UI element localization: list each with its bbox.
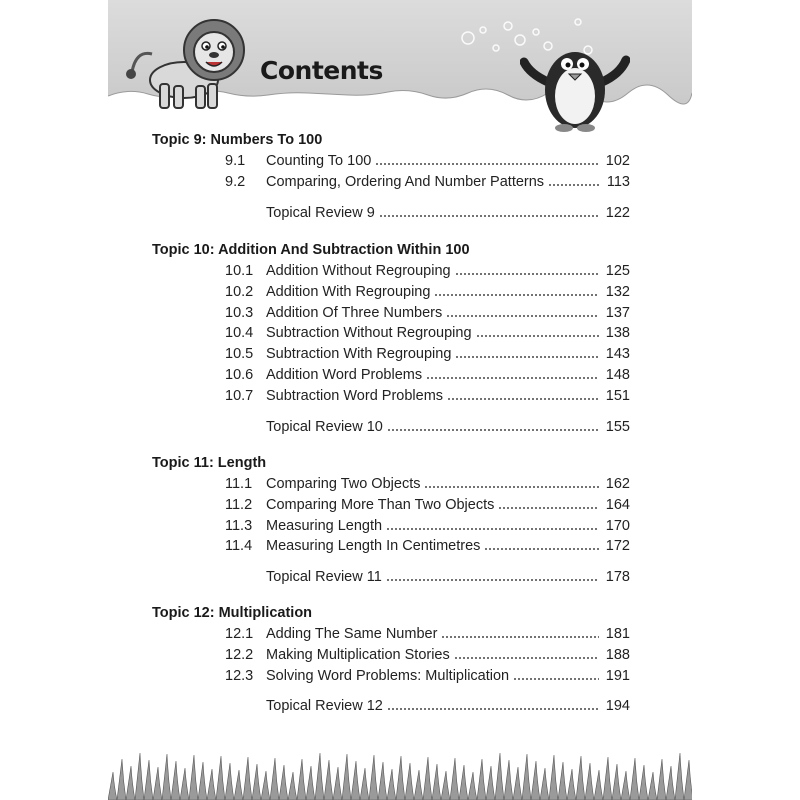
section-number: 10.2 — [225, 283, 254, 300]
page-number: 143 — [605, 346, 630, 363]
section-number: 11.1 — [225, 476, 253, 492]
section-number: 11.2 — [225, 496, 253, 513]
toc-entry — [108, 367, 692, 387]
table-of-contents — [108, 0, 692, 800]
page-number: 188 — [605, 646, 630, 663]
dot-leader — [375, 163, 599, 165]
section-number: 10.1 — [225, 263, 254, 279]
section-title: Subtraction Without Regrouping — [266, 325, 472, 342]
section-title: Counting To 100 — [266, 153, 372, 169]
toc-entry — [108, 346, 692, 366]
page-number: 137 — [605, 304, 630, 321]
page-number: 132 — [605, 283, 630, 300]
toc-entry — [108, 497, 692, 517]
page-number: 194 — [605, 698, 630, 715]
toc-entry — [108, 305, 692, 325]
toc-entry — [108, 153, 692, 173]
section-number: 12.2 — [225, 646, 254, 663]
topic-heading: Topic 11: Length — [152, 455, 267, 471]
dot-leader — [387, 429, 599, 431]
section-title: Measuring Length In Centimetres — [266, 538, 481, 555]
page-number: 148 — [605, 367, 630, 383]
toc-entry — [108, 626, 692, 646]
toc-entry — [108, 325, 692, 345]
dot-leader — [454, 657, 599, 659]
section-title: Subtraction Word Problems — [266, 387, 444, 404]
section-title: Solving Word Problems: Multiplication — [266, 667, 510, 684]
dot-leader — [446, 315, 599, 317]
toc-review-entry — [108, 698, 692, 718]
page-number: 155 — [605, 418, 630, 435]
dot-leader — [455, 356, 599, 358]
section-number: 11.3 — [225, 517, 253, 534]
page-number: 122 — [605, 204, 630, 221]
dot-leader — [441, 636, 599, 638]
toc-entry — [108, 263, 692, 283]
section-title: Comparing More Than Two Objects — [266, 496, 495, 513]
dot-leader — [387, 708, 599, 710]
section-number: 10.4 — [225, 325, 254, 342]
page-number: 138 — [605, 325, 630, 342]
dot-leader — [424, 486, 599, 488]
dot-leader — [548, 184, 599, 186]
section-title: Addition With Regrouping — [266, 283, 431, 300]
section-title: Comparing Two Objects — [266, 476, 421, 492]
page-title: Contents — [260, 56, 383, 85]
page-number: 102 — [605, 153, 630, 169]
section-number: 12.1 — [225, 626, 254, 642]
toc-review-entry — [108, 569, 692, 589]
section-title: Topical Review 12 — [266, 698, 383, 715]
dot-leader — [498, 507, 599, 509]
page-number: 181 — [605, 626, 630, 642]
dot-leader — [386, 579, 599, 581]
section-number: 11.4 — [225, 538, 253, 555]
section-title: Comparing, Ordering And Number Patterns — [266, 173, 545, 190]
section-number: 10.5 — [225, 346, 254, 363]
toc-review-entry — [108, 205, 692, 225]
page-number: 172 — [605, 538, 630, 555]
page-number: 170 — [605, 517, 630, 534]
toc-entry — [108, 476, 692, 496]
toc-entry — [108, 518, 692, 538]
section-number: 12.3 — [225, 667, 254, 684]
toc-entry — [108, 174, 692, 194]
dot-leader — [447, 398, 599, 400]
dot-leader — [379, 215, 599, 217]
toc-entry — [108, 388, 692, 408]
section-title: Addition Of Three Numbers — [266, 304, 443, 321]
page-number: 151 — [605, 387, 630, 404]
toc-entry — [108, 538, 692, 558]
section-title: Topical Review 9 — [266, 204, 375, 221]
section-title: Adding The Same Number — [266, 626, 438, 642]
page-number: 164 — [605, 496, 630, 513]
page-number: 162 — [605, 476, 630, 492]
section-title: Topical Review 10 — [266, 418, 383, 435]
section-title: Topical Review 11 — [266, 569, 382, 586]
dot-leader — [426, 377, 599, 379]
topic-heading: Topic 10: Addition And Subtraction Within 100 — [152, 242, 470, 258]
section-title: Making Multiplication Stories — [266, 646, 450, 663]
section-number: 10.3 — [225, 304, 254, 321]
dot-leader — [513, 678, 599, 680]
section-number: 9.2 — [225, 173, 246, 190]
section-title: Addition Word Problems — [266, 367, 423, 383]
topic-heading: Topic 12: Multiplication — [152, 605, 313, 621]
page-number: 178 — [605, 569, 630, 586]
page-number: 191 — [605, 667, 630, 684]
dot-leader — [455, 273, 599, 275]
dot-leader — [484, 548, 599, 550]
section-number: 10.7 — [225, 387, 254, 404]
page-number: 113 — [606, 173, 630, 190]
section-title: Subtraction With Regrouping — [266, 346, 452, 363]
section-number: 10.6 — [225, 367, 254, 383]
dot-leader — [476, 335, 599, 337]
toc-entry — [108, 668, 692, 688]
toc-entry — [108, 647, 692, 667]
grass-decoration — [108, 748, 692, 800]
section-title: Measuring Length — [266, 517, 383, 534]
toc-entry — [108, 284, 692, 304]
topic-heading: Topic 9: Numbers To 100 — [152, 132, 323, 148]
page-number: 125 — [605, 263, 630, 279]
dot-leader — [434, 294, 599, 296]
toc-review-entry — [108, 419, 692, 439]
contents-page — [108, 0, 692, 800]
dot-leader — [386, 528, 599, 530]
section-number: 9.1 — [225, 153, 246, 169]
section-title: Addition Without Regrouping — [266, 263, 451, 279]
